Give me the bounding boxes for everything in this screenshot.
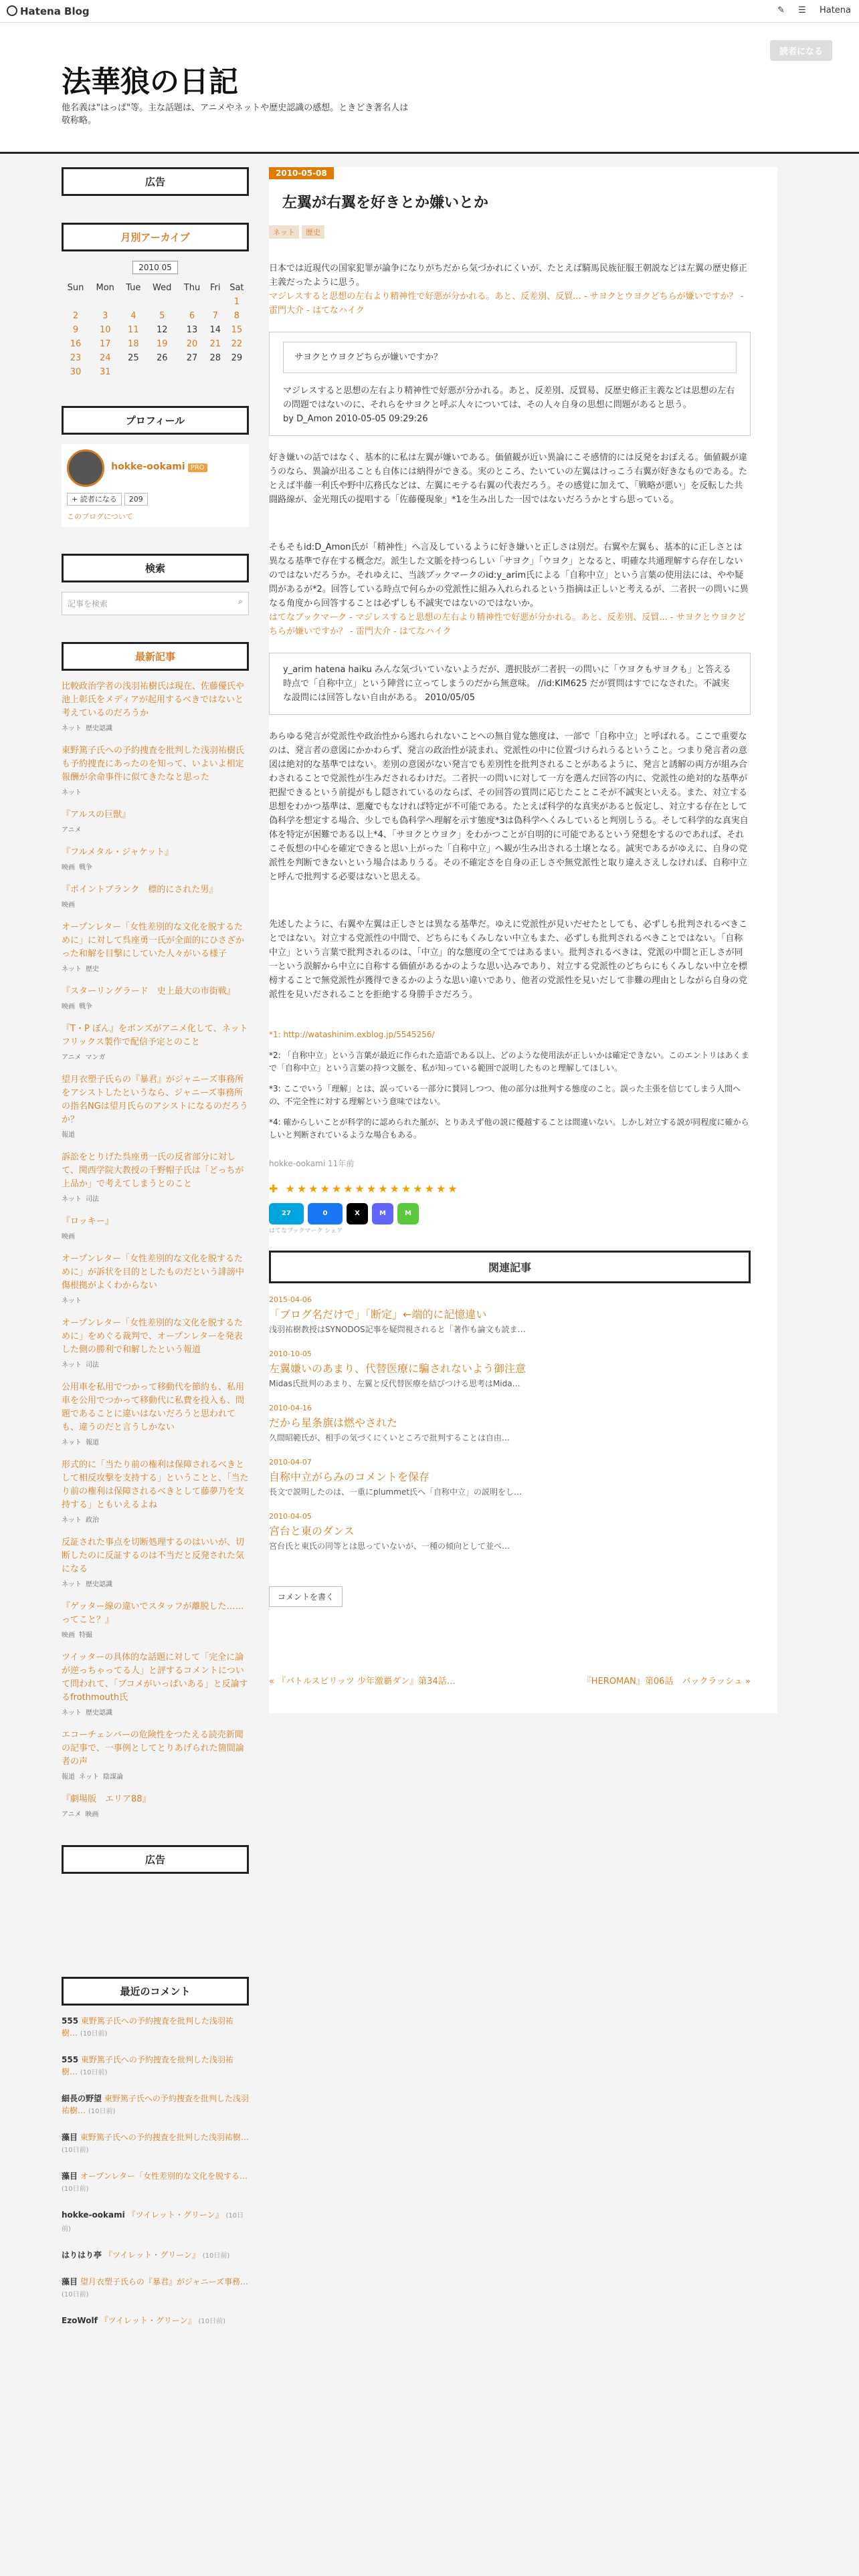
- comment-item: [62, 2131, 249, 2157]
- related-entry: [269, 1512, 751, 1551]
- paragraph: あらゆる発言が党派性や政治性から逃れられないことへの無自覚な態度は、一部で「自称中立」と呼ばれる。ここで重要なのは、発言者の意図にかかわらず、発言の政治性が読まれ、党派性の中に位置づけられうるということ。つまり発言者の意図は絶対的な基準ではない。差別の意図がない発言でも差別性を批判されることがあるように、発言と誘解の両方が組み合わされることで党派性が生みだされるわけだ。二者択一の問いに対して一方を選んだ回答の内に、党派性の絶対的な基準が把握できるという前提がもし隠されているのならば、その回答の質問に応じたことこそが不誠実といえる。また、対立する思想をわかつ基準は、悪魔でもなければ特定が不可能である。たとえば科学的な真実があると仮定し、対立する存在として偽科学を想定する場合、少しでも偽科学へ理解を示す態度*3は偽科学へくみしていると判別しうる。そして科学的な真実自体を特定が困難である以上*4、「サヨクとウヨク」をわかつことが自明的に可能であるという発想をするのであれば、それこそ仮想の中心を確定できると思い上がった「自称中立」へ観が生み出される土壌となる。誠実であるがゆえに、自身の党派性を判断できないという場合はありうる。その不確定さを自身の正しさや無党派性と取り違えさえしなければ、自称中立と呼んで批判する必要はないと思える。: [269, 732, 749, 882]
- calendar-day[interactable]: 6: [189, 311, 195, 321]
- comment-text[interactable]: オープンレター「女性差別的な文化を脱する…: [80, 2171, 248, 2181]
- recent-entry-title[interactable]: 『スターリングラード 史上最大の市街戦』: [62, 986, 235, 996]
- menu-icon[interactable]: ☰: [798, 5, 806, 15]
- comment-who[interactable]: はりはり亭: [62, 2250, 102, 2260]
- comment-item: [62, 2015, 249, 2040]
- haiku-link[interactable]: マジレスすると思想の左右より精神性で好悪が分かれる。あと、反差別、反貿... - サヨクとウヨクどちらが嫌いですか？ - 雷門大介 - はてなハイク: [269, 292, 744, 316]
- paragraph: 好き嫌いの話ではなく、基本的に私は左翼が嫌いである。価値観が近い異論にこそ感情的には反発をおぼえる。価値観が違うのなら、異論が出ることも自体には納得ができる。実のところ、たいていの左翼はけっこう右翼が好きなものである。たとえば半藤一利氏や野中広務氏などは、左翼にモテる右翼の代表だろう。その感覚に加えて、「戦略が悪い」を反転した共闘路線が、金光翔氏の提唱する「佐藤優現象」*1を生み出した一因ではないだろうかとすら思っている。: [269, 453, 748, 505]
- calendar-day[interactable]: 21: [209, 339, 221, 349]
- comment-who[interactable]: 藻目: [62, 2277, 78, 2286]
- recent-entry: [62, 680, 249, 732]
- calendar-day: 25: [128, 353, 139, 363]
- recent-entry-category[interactable]: ネット: [62, 1709, 82, 1717]
- month-select[interactable]: 2010 05: [132, 261, 178, 274]
- search-placeholder: 記事を検索: [68, 599, 108, 609]
- search-icon[interactable]: ⌕: [238, 597, 243, 606]
- comment-who[interactable]: EzoWolf: [62, 2316, 98, 2325]
- bookmark-quote: y_arim hatena haiku みんな気づいていないようだが、選択肢が二者択一の問いに「ウヨクもサヨクも」と答える時点で「自称中立」という陣営に立ってしまうのだから無意味。 //id:KIM625 だが質問はすでになされた。不誠実な設問には回答しない自由がある。 2010/05/05: [269, 653, 751, 715]
- comment-when: (10日前): [198, 2318, 226, 2325]
- search-module: [62, 554, 249, 615]
- calendar-day[interactable]: 9: [72, 325, 79, 335]
- recent-entry-title[interactable]: オープンレター「女性差別的な文化を脱するために」に対して呉座勇一氏が全面的にひさざかった和解を目撃にしていた人々がいる様子: [62, 922, 245, 959]
- comment-who[interactable]: 藻目: [62, 2133, 78, 2142]
- recent-entry-category[interactable]: 映画: [62, 1003, 75, 1010]
- weekday-label: Sun: [67, 283, 84, 293]
- comment-item: [62, 2209, 249, 2236]
- profile-module: [62, 406, 249, 527]
- comment-when: (10日前): [62, 2212, 244, 2233]
- weekday-label: Sat: [229, 283, 244, 293]
- calendar-day[interactable]: 15: [231, 325, 243, 335]
- ad-title: 広告: [62, 167, 249, 196]
- related-summary: 長文で説明したのは、一重にplummet氏へ「自称中立」の説明をし…: [269, 1487, 522, 1497]
- hatena-count: 27: [282, 1210, 291, 1217]
- weekday-label: Wed: [153, 283, 172, 293]
- weekday-label: Fri: [209, 283, 221, 293]
- related-summary: 久間昭範氏が、相手の気づくにくいところで批判することは自由…: [269, 1433, 510, 1442]
- next-entry-link[interactable]: 『HEROMAN』第06話 バックラッシュ »: [582, 1677, 751, 1687]
- calendar-day: [206, 365, 225, 379]
- recent-entry: [62, 1381, 249, 1446]
- recent-entry-category[interactable]: アニメ: [62, 1054, 82, 1061]
- recent-entry-title[interactable]: 比較政治学者の浅羽祐樹氏は現在、佐藤優氏や池上彰氏をメディアが起用するべきではないと考えているのだろうか: [62, 681, 245, 718]
- hatena-blog-logo[interactable]: [7, 5, 90, 17]
- entry: [269, 167, 777, 1713]
- calendar-day[interactable]: 5: [159, 311, 165, 321]
- related-title: 関連記事: [269, 1251, 751, 1283]
- footnote-1[interactable]: *1: http://watashinim.exblog.jp/5545256/: [269, 1030, 435, 1039]
- quote-body: マジレスすると思想の左右より精神性で好悪が分かれる。あと、反差別、反貿易、反歴史修正主義などは思想の左右の問題ではないのに、それらをサヨクと呼ぶ人々については、その人々自身の思想に問題があると思う。: [283, 386, 735, 410]
- recent-entry-category[interactable]: 司法: [86, 1196, 99, 1203]
- calendar-day[interactable]: 30: [70, 367, 82, 377]
- blog-header: [0, 23, 859, 154]
- recent-entry: [62, 1536, 249, 1588]
- blog-description: 他名義は"はっぱ"等。主な話題は、アニメやネットや歴史認識の感想。ときどき著名人は敬称略。: [62, 103, 409, 126]
- recent-entry-category[interactable]: 映画: [62, 901, 75, 909]
- recent-entry-title[interactable]: 訴訟をとりげた呉座勇一氏の反省部分に対して、関西学院大教授の千野帽子氏は「どっちが上品か」で考えてしまうとのこと: [62, 1152, 244, 1189]
- recent-entry-title[interactable]: 『アルスの巨獣』: [62, 810, 131, 820]
- comment-text[interactable]: 東野篤子氏への予約捜査を批判した浅羽祐樹…: [62, 2094, 249, 2115]
- related-summary: 宮台氏と東氏の同等とは思っていないが、一種の傾向として並べ…: [269, 1541, 510, 1551]
- comment-text[interactable]: 望月衣塑子氏らの『暴君』がジャニーズ事務…: [80, 2277, 249, 2286]
- recent-entry-category[interactable]: 報道: [86, 1439, 99, 1446]
- recent-entry: [62, 846, 249, 871]
- recent-entry-title[interactable]: 『ゲッター線の違いでスタッフが離脱した……ってこと？』: [62, 1602, 244, 1625]
- recent-entry-category[interactable]: ネット: [62, 966, 82, 973]
- related-date: 2010-04-05: [269, 1512, 312, 1521]
- comments-title: 最近のコメント: [62, 1977, 249, 2006]
- ad2-module: [62, 1845, 249, 1950]
- calendar-day: [146, 295, 178, 309]
- comment-when: (10日前): [62, 2147, 89, 2154]
- calendar-day[interactable]: 11: [128, 325, 139, 335]
- calendar-day[interactable]: 8: [233, 311, 240, 321]
- recent-entry: [62, 1600, 249, 1639]
- recent-entry-title[interactable]: 『フルメタル・ジャケット』: [62, 847, 174, 857]
- comment-when: (10日前): [80, 2030, 108, 2038]
- comments-module: [62, 1977, 249, 2328]
- recent-entry-category[interactable]: アニメ: [62, 1811, 82, 1818]
- entry-title[interactable]: 左翼が右翼を好きとか嫌いとか: [282, 195, 489, 211]
- comment-when: (10日前): [202, 2252, 230, 2260]
- recent-entry-category[interactable]: 特撮: [79, 1632, 92, 1639]
- entry-body: [269, 261, 751, 1002]
- write-comment-button[interactable]: コメントを書く: [269, 1586, 343, 1607]
- sidebar: [62, 167, 249, 2355]
- calendar-day[interactable]: 18: [128, 339, 139, 349]
- misskey-share-icon[interactable]: M: [397, 1203, 419, 1224]
- related-title[interactable]: だから星条旗は燃やされた: [269, 1416, 398, 1429]
- comment-item: [62, 2170, 249, 2195]
- pager: [269, 1674, 751, 1687]
- calendar-day[interactable]: 31: [99, 367, 111, 377]
- recent-entry-category[interactable]: 戦争: [79, 1003, 92, 1010]
- subscribe-button[interactable]: 読者になる: [770, 40, 832, 61]
- related-summary: 浅羽祐樹教授はSYNODOS記事を疑問視されると「著作も論文も読ま…: [269, 1325, 526, 1334]
- comment-text[interactable]: 『ツイレット・グリーン』: [100, 2316, 196, 2325]
- calendar-day: [225, 365, 249, 379]
- calendar-day: 27: [186, 353, 198, 363]
- weekday-label: Tue: [126, 283, 141, 293]
- recent-entry-title[interactable]: 形式的に「当たり前の権利は保障されるべきとして相反攻撃を支持する」ということと、「当たり前の権利は保障されるべきとして藤夢乃を支持する」ともいえるよね: [62, 1460, 249, 1510]
- recent-entry-category[interactable]: ネット: [62, 1581, 82, 1588]
- calendar-day[interactable]: 16: [70, 339, 82, 349]
- recent-entry-title[interactable]: 東野篤子氏への予約捜査を批判した浅羽祐樹氏も予約捜査にあったのを知って、いよいよ相定報酬が余命事件に似てきたなと思った: [62, 746, 245, 782]
- recent-entry: [62, 1459, 249, 1524]
- calendar-day: [206, 295, 225, 309]
- recent-entry: [62, 985, 249, 1010]
- calendar-day: [62, 295, 90, 309]
- profile-title: プロフィール: [62, 406, 249, 435]
- comment-text[interactable]: 東野篤子氏への予約捜査を批判した浅羽祐樹…: [80, 2133, 249, 2142]
- calendar-day: 13: [186, 325, 198, 335]
- comment-who[interactable]: 藻目: [62, 2171, 78, 2181]
- weekday-label: Mon: [96, 283, 114, 293]
- comment-when: (10日前): [88, 2108, 116, 2115]
- calendar-day: [178, 295, 205, 309]
- recent-entry: [62, 883, 249, 909]
- recent-entry-category[interactable]: ネット: [62, 1297, 82, 1305]
- entry-tags: [269, 225, 751, 239]
- calendar-day: 26: [156, 353, 168, 363]
- recent-entry-category[interactable]: アニメ: [62, 827, 82, 834]
- recent-entry: [62, 1073, 249, 1139]
- comment-when: (10日前): [80, 2069, 108, 2076]
- recent-entry-category[interactable]: ネット: [62, 1517, 82, 1524]
- footnote-2: *2: 「自称中立」という言葉が最近に作られた造語である以上、どのような使用法が正しいかは確定できない。このエントリはあくまで「自称中立」という言葉の持つ文脈を、私が知っている範囲で説明したものと理解してほしい。: [269, 1051, 749, 1073]
- search-title: 検索: [62, 554, 249, 582]
- recent-entry: [62, 1215, 249, 1241]
- facebook-share-button[interactable]: [308, 1203, 343, 1224]
- related-title[interactable]: 「ブログ名だけで」「断定」←端的に記憶違い: [269, 1308, 487, 1321]
- recent-entry: [62, 921, 249, 973]
- hatena-stars[interactable]: ✚ ★★★★★★★★★★★★★★★: [269, 1182, 460, 1195]
- calendar-day[interactable]: 7: [212, 311, 218, 321]
- hatena-share-label: はてなブックマーク: [269, 1228, 323, 1235]
- recent-entry-title[interactable]: オープンレター「女性差別的な文化を脱するために」が訴状を目的としたものだという誹謗中傷根拠がよくわからない: [62, 1254, 245, 1291]
- entry-date[interactable]: 2010-05-08: [269, 167, 334, 179]
- recent-entry-title[interactable]: 『劇場版 エリア88』: [62, 1794, 151, 1804]
- recent-entry-category[interactable]: 映画: [62, 864, 75, 871]
- related-title[interactable]: 左翼嫌いのあまり、代替医療に騙されないよう御注意: [269, 1362, 527, 1375]
- recent-entry-category[interactable]: 歴史: [86, 966, 99, 973]
- search-input[interactable]: [62, 592, 249, 615]
- mastodon-share-icon[interactable]: M: [372, 1203, 393, 1224]
- footnotes: [269, 1029, 751, 1142]
- calendar-day: 12: [156, 325, 168, 335]
- recent-entry-title[interactable]: 望月衣塑子氏らの『暴君』がジャニーズ事務所をアシストしたというなら、ジャニーズ事務所の指名NGは望月氏らのアシストになるのだろうか？: [62, 1075, 248, 1125]
- recent-entry-title[interactable]: 『T・P ぼん』をボンズがアニメ化して、ネットフリックス製作で配信予定とのこと: [62, 1024, 248, 1047]
- paragraph: 日本では近現代の国家犯罪が論争になりがちだから気づかれにくいが、たとえば騎馬民族征服王朝説などは左翼の歴史修正主義だったように思う。: [269, 263, 748, 288]
- recent-entry: [62, 1317, 249, 1369]
- recent-entry-category[interactable]: 戦争: [79, 864, 92, 871]
- comment-item: [62, 2054, 249, 2079]
- calendar-day[interactable]: 24: [99, 353, 111, 363]
- about-link[interactable]: このブログについて: [67, 512, 133, 521]
- recent-entry: [62, 1729, 249, 1781]
- recent-entry-category[interactable]: マンガ: [85, 1054, 106, 1061]
- related-entry: [269, 1350, 751, 1389]
- related-entry: [269, 1295, 751, 1335]
- related-date: 2010-04-07: [269, 1458, 312, 1467]
- calendar-day: [178, 365, 205, 379]
- related-date: 2015-04-06: [269, 1295, 312, 1304]
- hatena-logo-icon: [7, 5, 17, 16]
- recent-entry-category[interactable]: ネット: [62, 789, 82, 796]
- author-line[interactable]: hokke-ookami 11年前: [269, 1159, 355, 1168]
- archive-module: [62, 223, 249, 379]
- recent-entry-category[interactable]: 映画: [62, 1233, 75, 1241]
- footnote-3: *3: ここでいう「理解」とは、誤っている一部分に賛同しつつ、他の部分は批判する態度のこと。誤った主張を信じてしまう人間への、不完全性に対する理解という意味ではない。: [269, 1084, 741, 1106]
- recent-entry-title[interactable]: エコーチェンバーの危険性をつたえる読売新聞の記事で、一事例としてとりあげられた箇間論者の声: [62, 1730, 244, 1767]
- quote-signature: by D_Amon 2010-05-05 09:29:26: [283, 414, 428, 424]
- calendar-day[interactable]: 10: [99, 325, 111, 335]
- comment-item: [62, 2249, 249, 2262]
- recent-entry-category[interactable]: 映画: [62, 1632, 75, 1639]
- fb-share-label: シェア: [324, 1228, 343, 1235]
- follower-count: 209: [124, 493, 148, 506]
- recent-entry-title[interactable]: 公用車を私用でつかって移動代を節約も、私用車を公用でつかって移動代に私費を投入も、問題であることに違いはないだろうと思われても、違うのだと言うしかない: [62, 1382, 245, 1432]
- recent-entry-category[interactable]: 陰謀論: [103, 1774, 123, 1781]
- global-bar: [0, 0, 859, 23]
- comment-when: (10日前): [62, 2185, 89, 2193]
- share-buttons: [269, 1203, 751, 1224]
- recent-entry-category[interactable]: 映画: [85, 1811, 99, 1818]
- follow-button[interactable]: + 読者になる: [67, 493, 122, 506]
- hatena-account[interactable]: Hatena: [819, 5, 851, 15]
- recent-entry: [62, 1023, 249, 1061]
- related-summary: Midas氏批判のあまり、左翼と反代替医療を結びつける思考はMida…: [269, 1379, 520, 1388]
- calendar-day: [120, 295, 146, 309]
- ad2-title: 広告: [62, 1845, 249, 1874]
- footnote-4: *4: 確からしいことが科学的に認められた脈が、とりあえず他の説に優越することは間違いない。しかし対立する説が同程度に確からしいと判断されているような場合もある。: [269, 1117, 749, 1140]
- recent-title: 最新記事: [62, 642, 249, 671]
- related-title[interactable]: 宮台と東のダンス: [269, 1525, 355, 1537]
- related-date: 2010-10-05: [269, 1350, 312, 1358]
- calendar-day[interactable]: 4: [130, 311, 136, 321]
- recent-entry-category[interactable]: 歴史認識: [86, 725, 112, 732]
- hatena-bookmark-button[interactable]: [269, 1203, 304, 1224]
- recent-entry: [62, 1253, 249, 1305]
- recent-entry-category[interactable]: ネット: [79, 1774, 99, 1781]
- pro-badge: PRO: [188, 463, 207, 472]
- recent-entry: [62, 809, 249, 834]
- calendar-day: [90, 295, 121, 309]
- comment-text[interactable]: 東野篤子氏への予約捜査を批判した浅羽祐樹…: [62, 2055, 233, 2076]
- recent-entry-category[interactable]: 政治: [86, 1517, 99, 1524]
- brand-label: Hatena Blog: [20, 5, 90, 17]
- comment-who[interactable]: hokke-ookami: [62, 2210, 125, 2220]
- calendar-day: [146, 365, 178, 379]
- related-title[interactable]: 自称中立がらみのコメントを保存: [269, 1471, 430, 1483]
- main-content: [269, 167, 777, 1713]
- paragraph: そもそもid:D_Amon氏が「精神性」へ言及しているように好き嫌いと正しさは別だ。右翼や左翼も、基本的に正しさとは異なる基準で存在する概念だ。派生した文脈を持つらしい「サヨク」「ウヨク」となると、明確な共通理解すら存在しないのではないだろうか。それゆえに、当該ブックマークのid:y_arim氏による「自称中立」という言葉の使用法には、やや疑問があるが*2。回答している時点で何らかの党派性に組み入れられるという指摘は正しいと考えるが、二者択一の問いに異なる角度から回答することは必ずしも不誠実ではないのではないか。: [269, 542, 749, 609]
- avatar[interactable]: [67, 449, 104, 487]
- comment-text[interactable]: 東野篤子氏への予約捜査を批判した浅羽祐樹…: [62, 2016, 233, 2038]
- comment-text[interactable]: 『ツイレット・グリーン』: [104, 2250, 200, 2260]
- recent-entry: [62, 744, 249, 796]
- calendar-day[interactable]: 20: [186, 339, 198, 349]
- calendar-day[interactable]: 3: [102, 311, 108, 321]
- global-tools: [767, 5, 851, 15]
- comment-item: [62, 2276, 249, 2301]
- recent-entry-category[interactable]: 報道: [62, 1132, 75, 1139]
- recent-entry-category[interactable]: 司法: [86, 1362, 99, 1369]
- recent-entry-category[interactable]: ネット: [62, 1362, 82, 1369]
- related-entry: [269, 1458, 751, 1497]
- recent-entry-category[interactable]: ネット: [62, 725, 82, 732]
- calendar-day[interactable]: 19: [156, 339, 168, 349]
- recent-entry: [62, 1151, 249, 1203]
- related-date: 2010-04-16: [269, 1404, 312, 1412]
- recent-entry-title[interactable]: ツイッターの具体的な話題に対して「完全に論が逆っちゃってる人」と評するコメントについて問われて、「ブコメがいっぱいある」と反論するfrothmouth氏: [62, 1652, 248, 1703]
- calendar-day: 28: [209, 353, 221, 363]
- comment-when: (10日前): [62, 2291, 89, 2298]
- calendar-day[interactable]: 23: [70, 353, 82, 363]
- profile-name[interactable]: hokke-ookami: [111, 461, 185, 472]
- recent-entry-category[interactable]: ネット: [62, 1196, 82, 1203]
- related-list: [269, 1295, 751, 1551]
- recent-entry: [62, 1651, 249, 1717]
- calendar-day: [120, 365, 146, 379]
- blog-title[interactable]: 法華狼の日記: [62, 65, 238, 99]
- recent-entry-title[interactable]: 反証された事点を切断処理するのはいいが、切断したのに反証するのは不当だと反発された気になる: [62, 1537, 245, 1574]
- recent-entry-category[interactable]: 歴史認識: [86, 1709, 112, 1717]
- comment-text[interactable]: 『ツイレット・グリーン』: [127, 2210, 223, 2220]
- recent-module: [62, 642, 249, 1818]
- weekday-label: Thu: [183, 283, 201, 293]
- edit-icon[interactable]: ✎: [777, 5, 785, 15]
- calendar-day[interactable]: 1: [233, 297, 240, 307]
- comment-who[interactable]: 細長の野望: [62, 2094, 102, 2103]
- tag[interactable]: ネット: [269, 225, 299, 239]
- prev-entry-link[interactable]: « 『バトルスピリッツ 少年激覇ダン』第34話…: [269, 1677, 456, 1687]
- related-entry: [269, 1404, 751, 1443]
- paragraph: 先述したように、右翼や左翼は正しさとは異なる基準だ。ゆえに党派性が見いだせたとしても、必ずしも批判されるべきことではない。対立する党派性の中間で、どちらにもくみしない中立もまた、必ずしも批判されるべきことではない。「自称中立」という言葉で批判されるのは、「中立」的な態度の全てではあるまい。批判されるべきは、党派の中間と正しさが同一という誤解から中立に自称する価値があるかのような思い込みであり、対立する党派性のどちらにもくみしない中立を標榜することで無党派性が獲得できるかのような思い違いであり、他者の党派性を見いだして非難の理由としながら自身の党派性を見いだされることを拒絶する身勝手さだろう。: [269, 920, 748, 1000]
- recent-entry-category[interactable]: ネット: [62, 1439, 82, 1446]
- comment-who[interactable]: 555: [62, 2016, 79, 2026]
- calendar: [62, 281, 249, 379]
- bookmark-link[interactable]: はてなブックマーク - マジレスすると思想の左右より精神性で好悪が分かれる。あと、反差別、反貿... - サヨクとウヨクどちらが嫌いですか？ - 雷門大介 - はてなハイク: [269, 613, 746, 637]
- recent-entry: [62, 1793, 249, 1818]
- fb-count: 0: [322, 1210, 328, 1217]
- calendar-day: 14: [209, 325, 221, 335]
- recent-entry-title[interactable]: 『ロッキー』: [62, 1216, 114, 1226]
- tag[interactable]: 歴史: [302, 225, 324, 239]
- quote-block: [269, 332, 751, 436]
- quote-question: サヨクとウヨクどちらが嫌いですか？: [283, 342, 737, 373]
- calendar-day: 29: [231, 353, 243, 363]
- calendar-day[interactable]: 22: [231, 339, 243, 349]
- archive-title: 月別アーカイブ: [62, 223, 249, 251]
- comment-item: [62, 2092, 249, 2118]
- calendar-day[interactable]: 17: [99, 339, 111, 349]
- calendar-day[interactable]: 2: [72, 311, 79, 321]
- recent-entry-title[interactable]: 『ポイントブランク 標的にされた男』: [62, 885, 218, 895]
- comment-item: [62, 2315, 249, 2328]
- recent-entry-category[interactable]: 報道: [62, 1774, 75, 1781]
- x-share-icon[interactable]: X: [347, 1203, 368, 1224]
- recent-entry-title[interactable]: オープンレター「女性差別的な文化を脱するために」をめぐる裁判で、オープンレターを発表した側の勝利で和解したという報道: [62, 1318, 243, 1355]
- recent-entry-category[interactable]: 歴史認識: [86, 1581, 112, 1588]
- comment-who[interactable]: 555: [62, 2055, 79, 2064]
